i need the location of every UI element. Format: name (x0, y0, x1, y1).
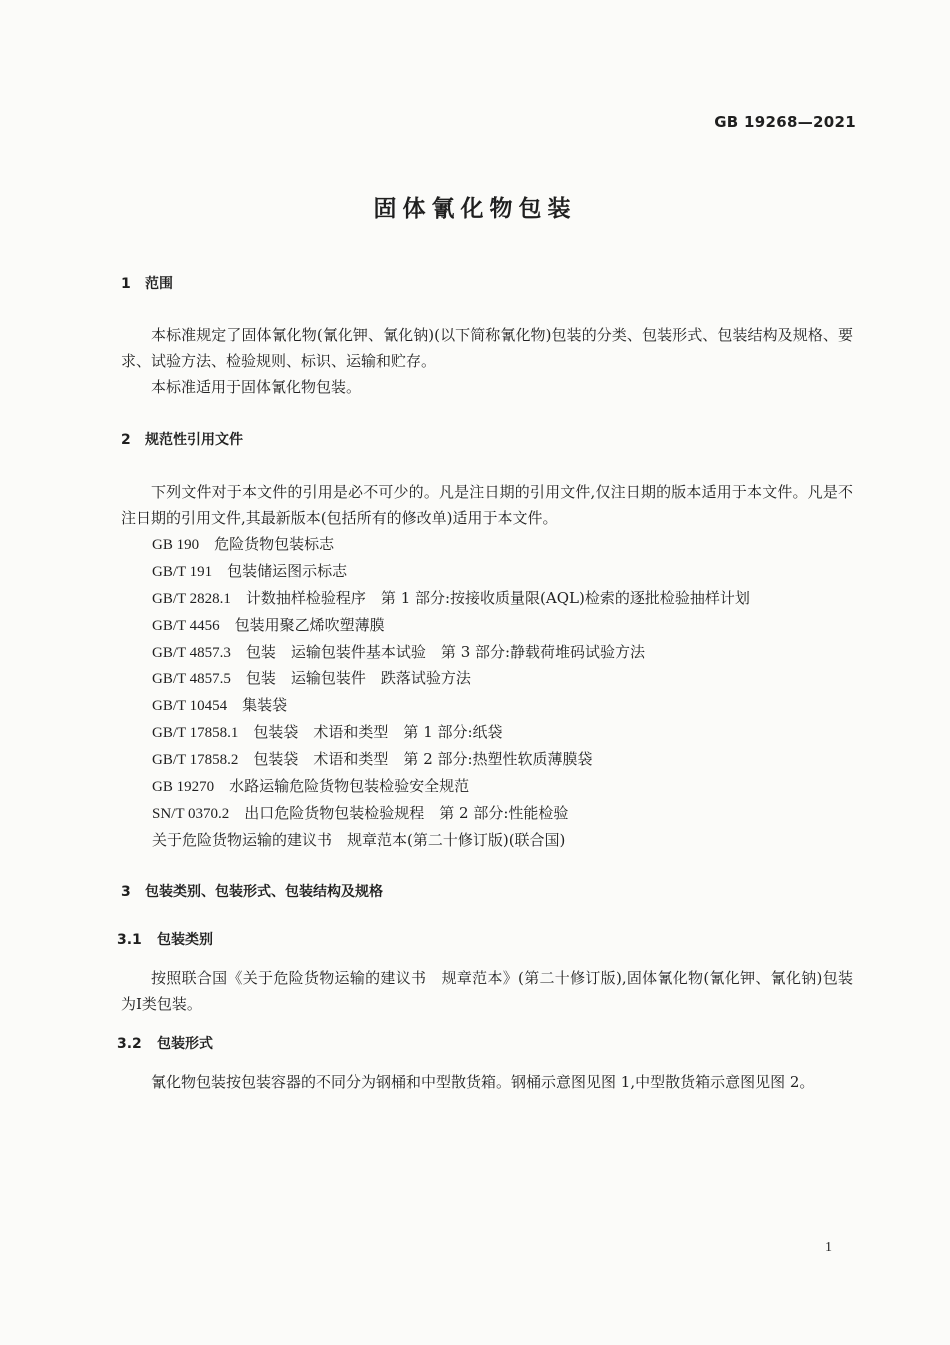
paragraph: 氰化物包装按包装容器的不同分为钢桶和中型散货箱。钢桶示意图见图 1,中型散货箱示意图见图 2。 (151, 1073, 815, 1091)
section-number: 1 (121, 276, 131, 292)
reference-code: GB 19270 (152, 779, 215, 796)
reference-list (152, 531, 750, 854)
section-title: 规范性引用文件 (145, 432, 243, 448)
reference-item (152, 719, 750, 746)
page-number: 1 (825, 1240, 832, 1255)
reference-title: 危险货物包装标志 (214, 535, 335, 553)
reference-code: GB 190 (152, 537, 200, 553)
reference-code: GB/T 17858.1 (152, 725, 239, 742)
subsection-3-1-heading (117, 929, 213, 949)
paragraph: 本标准规定了固体氰化物(氰化钾、氰化钠)(以下简称氰化物)包装的分类、包装形式、包装结构及规格、要求、试验方法、检验规则、标识、运输和贮存。 (121, 326, 853, 370)
subsection-3-2-heading (117, 1033, 213, 1053)
reference-item (152, 665, 750, 692)
reference-code: GB/T 10454 (152, 698, 228, 715)
reference-title: 出口危险货物包装检验规程 第 2 部分:性能检验 (244, 803, 569, 822)
reference-code: GB/T 191 (152, 563, 213, 580)
reference-item (152, 800, 750, 827)
section-1-heading (121, 273, 173, 293)
reference-title: 关于危险货物运输的建议书 规章范本(第二十修订版)(联合国) (152, 830, 566, 849)
reference-title: 集装袋 (242, 696, 288, 715)
standard-code: GB 19268—2021 (714, 113, 856, 131)
section-3-heading (121, 881, 383, 901)
section-2-heading (121, 429, 243, 449)
reference-item (152, 692, 750, 719)
reference-code: GB/T 17858.2 (152, 752, 239, 769)
document-title: 固体氰化物包装 (373, 196, 577, 222)
subsection-title: 包装形式 (157, 1036, 213, 1052)
reference-title: 包装储运图示标志 (227, 561, 348, 580)
reference-title: 包装袋 术语和类型 第 2 部分:热塑性软质薄膜袋 (253, 750, 593, 769)
reference-code: GB/T 4857.5 (152, 671, 231, 688)
reference-item (152, 585, 750, 612)
subsection-title: 包装类别 (157, 932, 213, 948)
reference-title: 包装袋 术语和类型 第 1 部分:纸袋 (253, 723, 503, 742)
reference-title: 包装 运输包装件基本试验 第 3 部分:静载荷堆码试验方法 (245, 642, 646, 661)
reference-item (152, 773, 750, 800)
section-number: 2 (121, 432, 131, 448)
reference-title: 水路运输危险货物包装检验安全规范 (229, 777, 470, 796)
section-number: 3 (121, 884, 131, 900)
reference-item (152, 612, 750, 639)
reference-code: SN/T 0370.2 (152, 805, 230, 822)
reference-title: 计数抽样检验程序 第 1 部分:按接收质量限(AQL)检索的逐批检验抽样计划 (245, 588, 750, 607)
reference-title: 包装 运输包装件 跌落试验方法 (245, 669, 471, 688)
reference-item (152, 639, 750, 666)
reference-item (152, 746, 750, 773)
subsection-number: 3.1 (117, 932, 142, 948)
reference-code: GB/T 2828.1 (152, 590, 231, 607)
reference-item (152, 531, 750, 558)
paragraph: 本标准适用于固体氰化物包装。 (151, 378, 362, 396)
subsection-number: 3.2 (117, 1036, 142, 1052)
section-title: 范围 (145, 276, 173, 292)
reference-code: GB/T 4857.3 (152, 644, 231, 661)
paragraph: 下列文件对于本文件的引用是必不可少的。凡是注日期的引用文件,仅注日期的版本适用于本文件。凡是不注日期的引用文件,其最新版本(包括所有的修改单)适用于本文件。 (121, 483, 853, 527)
reference-code: GB/T 4456 (152, 617, 220, 634)
reference-item (152, 827, 750, 854)
section-title: 包装类别、包装形式、包装结构及规格 (145, 884, 383, 900)
reference-title: 包装用聚乙烯吹塑薄膜 (234, 615, 385, 634)
paragraph: 按照联合国《关于危险货物运输的建议书 规章范本》(第二十修订版),固体氰化物(氰化钾、氰化钠)包装为Ⅰ类包装。 (121, 969, 853, 1013)
reference-item (152, 558, 750, 585)
